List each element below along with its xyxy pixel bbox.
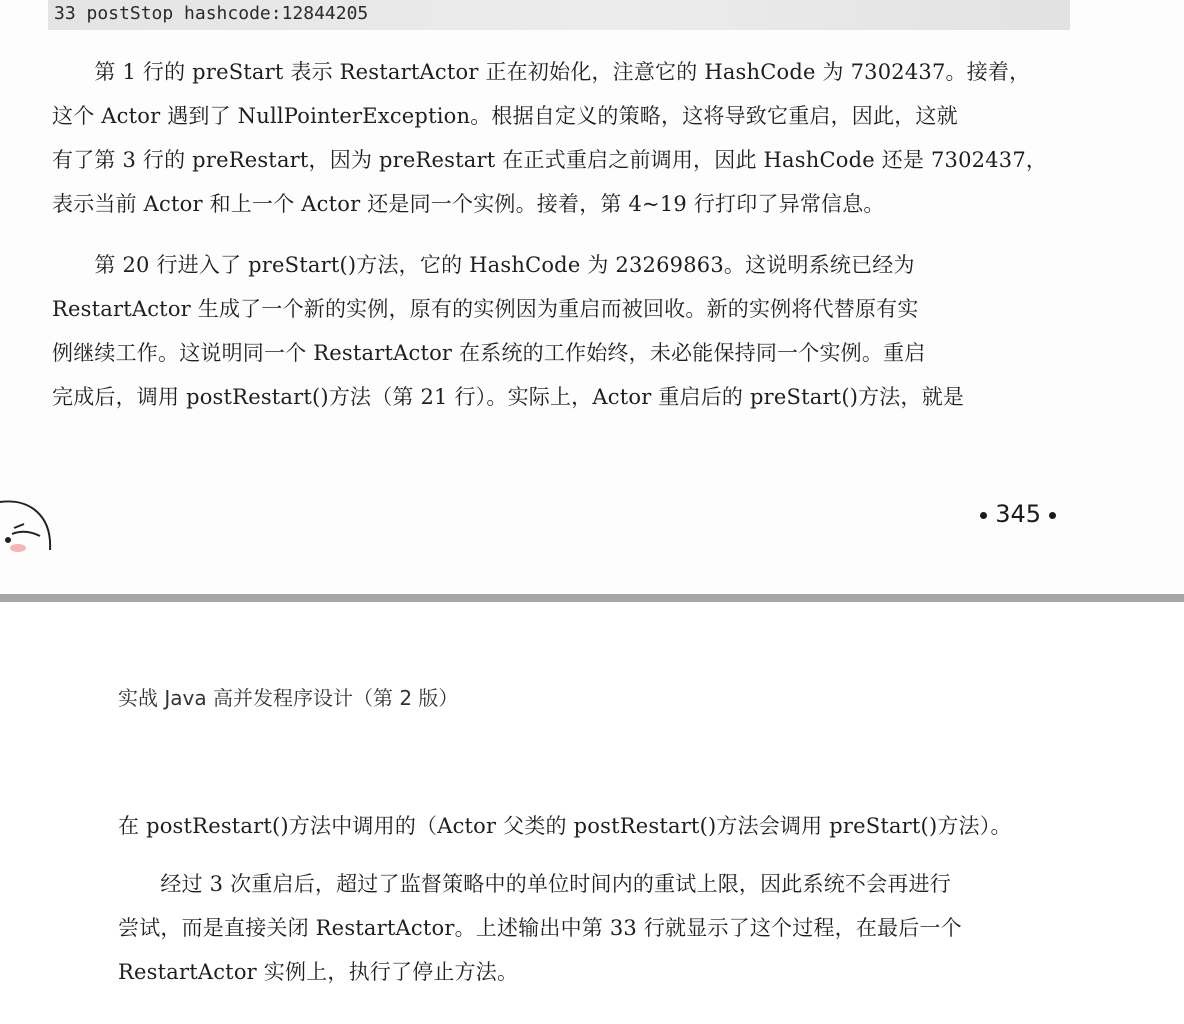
text-line: RestartActor 实例上，执行了停止方法。 xyxy=(118,960,519,984)
corner-doodle-icon xyxy=(0,494,56,554)
top-paragraph-1 xyxy=(52,50,1066,226)
bottom-paragraph-2 xyxy=(118,862,1134,994)
text-line: 这个 Actor 遇到了 NullPointerException。根据自定义的策略，这将导致它重启，因此，这就 xyxy=(52,104,958,128)
running-header: 实战 Java 高并发程序设计（第 2 版） xyxy=(118,686,459,710)
bullet-dot-icon xyxy=(1049,512,1056,519)
code-output-line: 33 postStop hashcode:12844205 xyxy=(54,3,369,24)
bullet-dot-icon xyxy=(980,512,987,519)
text-line: 有了第 3 行的 preRestart，因为 preRestart 在正式重启之前调用，因此 HashCode 还是 7302437， xyxy=(52,148,1048,172)
page-divider xyxy=(0,594,1184,602)
top-paragraph-2 xyxy=(52,243,1066,419)
page-number-text: 345 xyxy=(995,500,1041,528)
bottom-paragraph-1 xyxy=(118,804,1134,848)
text-line: 尝试，而是直接关闭 RestartActor。上述输出中第 33 行就显示了这个过程，在最后一个 xyxy=(118,916,962,940)
text-line: 第 1 行的 preStart 表示 RestartActor 正在初始化，注意它的 HashCode 为 7302437。接着， xyxy=(52,60,1031,84)
text-line: 第 20 行进入了 preStart()方法，它的 HashCode 为 23269863。这说明系统已经为 xyxy=(52,253,915,277)
text-line: 经过 3 次重启后，超过了监督策略中的单位时间内的重试上限，因此系统不会再进行 xyxy=(118,872,951,896)
text-line: 在 postRestart()方法中调用的（Actor 父类的 postRestart()方法会调用 preStart()方法）。 xyxy=(118,814,1012,838)
text-line: 完成后，调用 postRestart()方法（第 21 行）。实际上，Actor 重启后的 preStart()方法，就是 xyxy=(52,385,965,409)
text-line: 表示当前 Actor 和上一个 Actor 还是同一个实例。接着，第 4~19 行打印了异常信息。 xyxy=(52,192,885,216)
text-line: 例继续工作。这说明同一个 RestartActor 在系统的工作始终，未必能保持同一个实例。重启 xyxy=(52,341,926,365)
page-number xyxy=(972,500,1064,528)
text-line: RestartActor 生成了一个新的实例，原有的实例因为重启而被回收。新的实例将代替原有实 xyxy=(52,297,919,321)
